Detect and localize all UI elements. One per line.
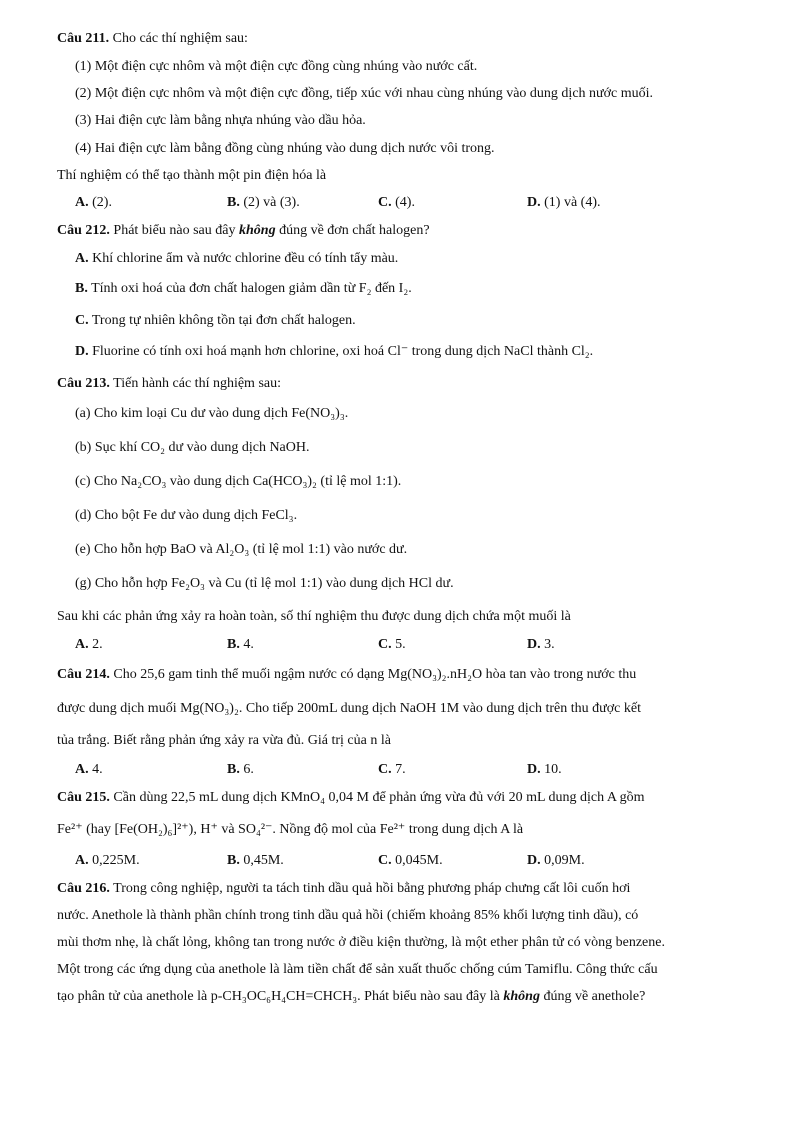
q213-question: Sau khi các phản ứng xảy ra hoàn toàn, số thí nghiệm thu được dung dịch chứa một muối là	[57, 609, 571, 624]
q213-item-b: (b) Sục khí CO₂ dư vào dung dịch NaOH.	[75, 440, 310, 455]
q213-item-g: (g) Cho hỗn hợp Fe₂O₃ và Cu (tỉ lệ mol 1:1) vào dung dịch HCl dư.	[75, 576, 454, 591]
q213-option-d[interactable]: D. 3.	[527, 637, 555, 652]
q216-line-4: Một trong các ứng dụng của anethole là làm tiền chất để sản xuất thuốc chống cúm Tamiflu. Công thức cấu	[57, 962, 658, 977]
q215-line-1: Câu 215. Cần dùng 22,5 mL dung dịch KMnO₄ 0,04 M để phản ứng vừa đủ với 20 mL dung dịch A gồm	[57, 790, 645, 805]
q216-line-3: mùi thơm nhẹ, là chất lỏng, không tan trong nước ở điều kiện thường, là một ether phân tử có vòng benzene.	[57, 935, 665, 950]
q214-options	[75, 761, 735, 779]
q211-item-2: (2) Một điện cực nhôm và một điện cực đồng, tiếp xúc với nhau cùng nhúng vào dung dịch nước muối.	[75, 86, 654, 101]
q214-option-a[interactable]: A. 4.	[75, 762, 103, 777]
q216-line-1: Câu 216. Trong công nghiệp, người ta tách tinh dầu quả hồi bằng phương pháp chưng cất lôi cuốn hơi	[57, 881, 631, 896]
q212-number: Câu 212.	[57, 223, 110, 238]
q214-line-3: tủa trắng. Biết rằng phản ứng xảy ra vừa đủ. Giá trị của n là	[57, 733, 391, 748]
q215-line-2: Fe²⁺ (hay [Fe(OH₂)₆]²⁺), H⁺ và SO₄²⁻. Nồng độ mol của Fe²⁺ trong dung dịch A là	[57, 822, 524, 837]
q211-question: Thí nghiệm có thể tạo thành một pin điện hóa là	[57, 168, 327, 183]
q211-stem	[57, 30, 248, 48]
q214-option-c[interactable]: C. 7.	[378, 762, 406, 777]
q215-option-c[interactable]: C. 0,045M.	[378, 853, 443, 868]
q212-negation: không	[239, 223, 276, 238]
q211-option-c[interactable]: C. (4).	[378, 195, 415, 210]
q215-number: Câu 215.	[57, 790, 110, 805]
q211-number: Câu 211.	[57, 31, 110, 46]
q214-option-d[interactable]: D. 10.	[527, 762, 562, 777]
q215-option-d[interactable]: D. 0,09M.	[527, 853, 585, 868]
q215-option-b[interactable]: B. 0,45M.	[227, 853, 284, 868]
q213-item-d: (d) Cho bột Fe dư vào dung dịch FeCl₃.	[75, 508, 298, 523]
q214-line-1: Câu 214. Cho 25,6 gam tinh thể muối ngậm nước có dạng Mg(NO₃)₂.nH₂O hòa tan vào trong nước thu	[57, 667, 637, 682]
q211-option-a[interactable]: A. (2).	[75, 195, 112, 210]
q216-line-2: nước. Anethole là thành phần chính trong tinh dầu quả hồi (chiếm khoảng 85% khối lượng tinh dầu), có	[57, 908, 639, 923]
q213-option-c[interactable]: C. 5.	[378, 637, 406, 652]
q212-option-d[interactable]: D. Fluorine có tính oxi hoá mạnh hơn chlorine, oxi hoá Cl⁻ trong dung dịch NaCl thành Cl₂.	[75, 344, 594, 359]
q213-number: Câu 213.	[57, 376, 110, 391]
q211-options	[75, 194, 735, 212]
q216-line-5: tạo phân tử của anethole là p-CH₃OC₆H₄CH=CHCH₃. Phát biểu nào sau đây là không đúng về anethole?	[57, 989, 646, 1004]
q215-options	[75, 852, 735, 870]
q211-stem-text: Cho các thí nghiệm sau:	[112, 31, 248, 46]
q213-option-b[interactable]: B. 4.	[227, 637, 254, 652]
q216-negation: không	[503, 989, 540, 1004]
q212-option-a[interactable]: A. Khí chlorine ẩm và nước chlorine đều có tính tẩy màu.	[75, 251, 399, 266]
q213-options	[75, 636, 735, 654]
q213-item-e: (e) Cho hỗn hợp BaO và Al₂O₃ (tỉ lệ mol 1:1) vào nước dư.	[75, 542, 408, 557]
q212-stem: Câu 212. Phát biểu nào sau đây không đúng về đơn chất halogen?	[57, 223, 430, 238]
q213-stem: Câu 213. Tiến hành các thí nghiệm sau:	[57, 376, 281, 391]
q211-item-4: (4) Hai điện cực làm bằng đồng cùng nhúng vào dung dịch nước vôi trong.	[75, 141, 495, 156]
q214-line-2: được dung dịch muối Mg(NO₃)₂. Cho tiếp 200mL dung dịch NaOH 1M vào dung dịch trên thu được kết	[57, 701, 641, 716]
q216-number: Câu 216.	[57, 881, 110, 896]
q211-item-1: (1) Một điện cực nhôm và một điện cực đồng cùng nhúng vào nước cất.	[75, 59, 478, 74]
q213-item-a: (a) Cho kim loại Cu dư vào dung dịch Fe(NO₃)₃.	[75, 406, 349, 421]
q211-option-b[interactable]: B. (2) và (3).	[227, 195, 300, 210]
q212-option-c[interactable]: C. Trong tự nhiên không tồn tại đơn chất halogen.	[75, 313, 356, 328]
q213-option-a[interactable]: A. 2.	[75, 637, 103, 652]
q211-option-d[interactable]: D. (1) và (4).	[527, 195, 601, 210]
q213-item-c: (c) Cho Na₂CO₃ vào dung dịch Ca(HCO₃)₂ (tỉ lệ mol 1:1).	[75, 474, 402, 489]
q212-option-b[interactable]: B. Tính oxi hoá của đơn chất halogen giảm dần từ F₂ đến I₂.	[75, 281, 412, 296]
q214-number: Câu 214.	[57, 667, 110, 682]
q214-option-b[interactable]: B. 6.	[227, 762, 254, 777]
q215-option-a[interactable]: A. 0,225M.	[75, 853, 140, 868]
q211-item-3: (3) Hai điện cực làm bằng nhựa nhúng vào dầu hỏa.	[75, 113, 366, 128]
